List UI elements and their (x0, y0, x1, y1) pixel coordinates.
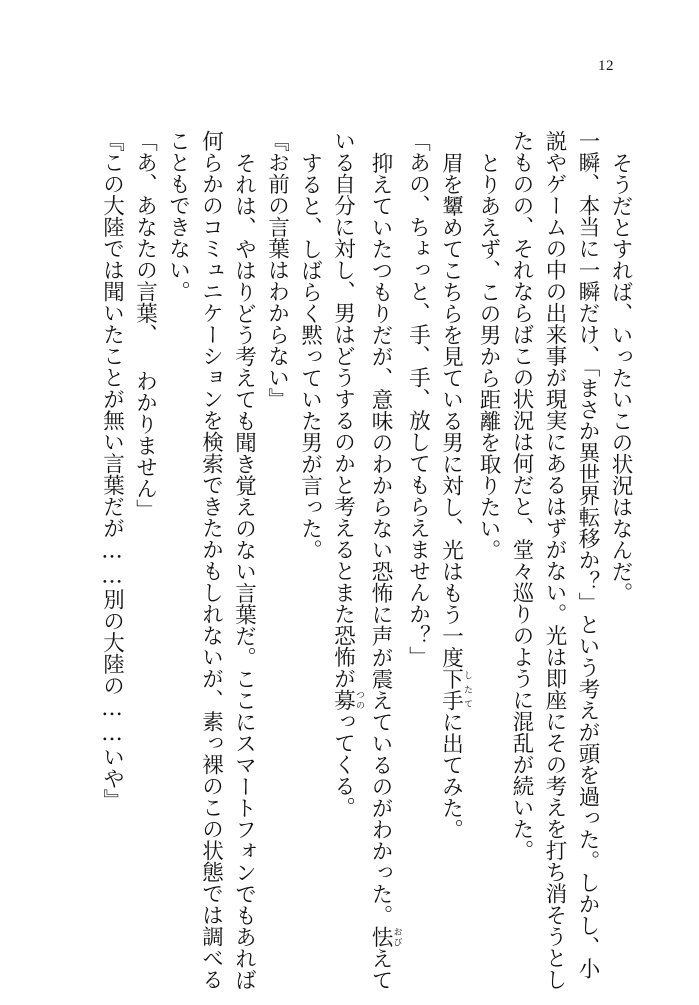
ruby-annotation: 下手したて (438, 667, 472, 711)
text-line: いる自分に対し、男はどうするのかと考えるとまた恐怖が募つのってくる。 (330, 130, 364, 818)
text-line: 抑えていたつもりだが、意味のわからない恐怖に声が震えているのがわかった。怯おびえて (368, 151, 402, 990)
novel-text-block (96, 130, 638, 990)
text-line: 『この大陸では聞いたことが無い言葉だが……別の大陸の……いや』 (99, 130, 125, 811)
page-number: 12 (598, 58, 614, 74)
ruby-annotation: 怯おび (368, 925, 402, 947)
text-line: 説やゲームの中の出来事が現実にあるはずがない。光は即座にその考えを打ち消そうとし (542, 130, 567, 990)
text-line: とりあえず、この男から距離を取りたい。 (476, 151, 501, 560)
text-line: 何らかのコミュニケーションを検索できたかもしれないが、素っ裸のこの状態では調べる (198, 130, 224, 990)
text-line: 「あ、あなたの言葉、 わかりません」 (132, 130, 158, 521)
text-line: そうだとすれば、いったいこの状況はなんだ。 (608, 151, 633, 603)
text-line: たものの、それならばこの状況は何だと、堂々巡りのように混乱が続いた。 (509, 130, 534, 861)
text-line: すると、しばらく黙っていた男が言った。 (297, 151, 323, 560)
text-line: 眉を顰めてこちらを見ている男に対し、光はもう一度下手したてに出てみた。 (438, 151, 472, 840)
text-line: 『お前の言葉はわからない』 (264, 130, 290, 410)
text-line: 「あの、ちょっと、手、手、放してもらえませんか？」 (405, 130, 431, 668)
ruby-annotation: 募つの (330, 689, 364, 711)
text-line: こともできない。 (165, 130, 191, 302)
text-line: 一瞬、本当に一瞬だけ、「まさか異世界転移か？」という考えが頭を過った。しかし、小 (575, 130, 600, 980)
text-line: それは、やはりどう考えても聞き覚えのない言葉だ。ここにスマートフォンでもあれば (231, 151, 257, 990)
